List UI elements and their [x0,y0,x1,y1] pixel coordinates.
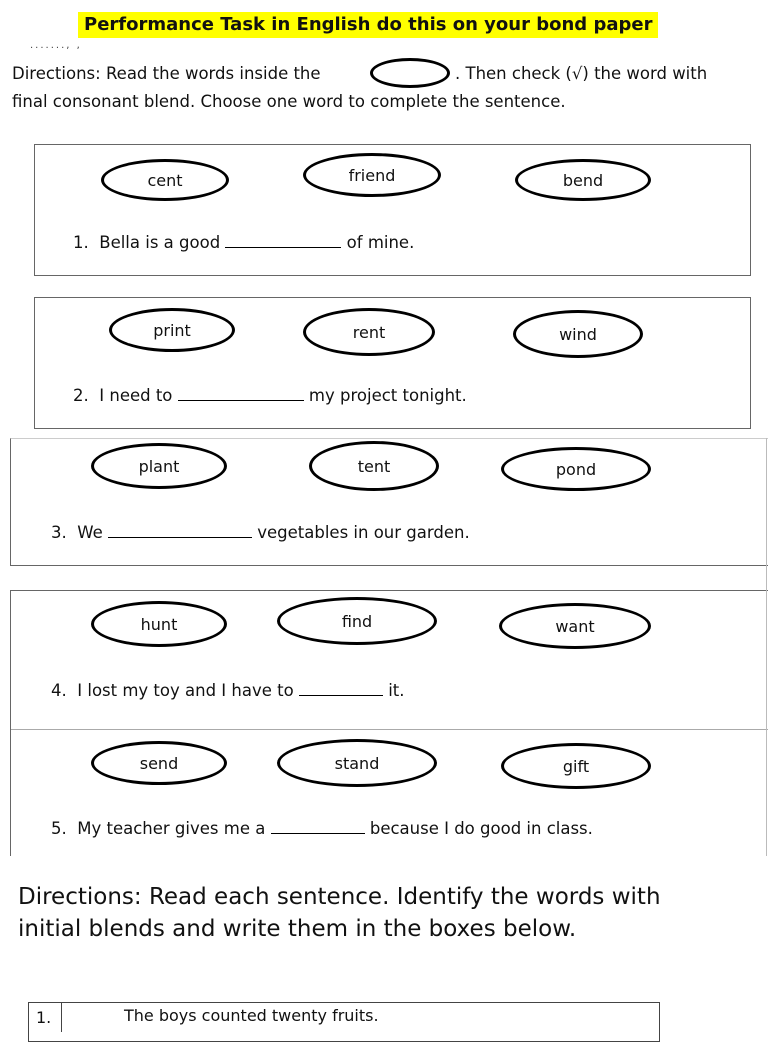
word-oval: gift [501,743,651,789]
table-column-divider [61,1002,62,1032]
answer-blank [225,233,341,248]
word-oval: wind [513,310,643,358]
directions-1-line2: final consonant blend. Choose one word to complete the sentence. [12,92,566,111]
example-oval-icon [370,58,450,88]
page-edge-line [766,438,767,856]
item-box-1 [34,144,751,276]
word-oval: want [499,603,651,649]
item-box-2 [34,297,751,429]
sentence: 2. I need to my project tonight. [73,386,467,405]
directions-2-line2: initial blends and write them in the boxes below. [18,916,577,942]
word-oval: tent [309,441,439,491]
answer-blank [271,819,365,834]
word-oval: hunt [91,601,227,647]
directions-2-line1: Directions: Read each sentence. Identify the words with [18,884,661,910]
directions-1-part1: Directions: Read the words inside the [12,64,321,83]
page-title: Performance Task in English do this on your bond paper [78,12,658,38]
row-divider [11,729,768,730]
table-row-number: 1. [36,1008,52,1027]
word-oval: rent [303,308,435,356]
sentence: 1. Bella is a good of mine. [73,233,415,252]
word-oval: plant [91,443,227,489]
item-box-4-5 [10,590,768,856]
sentence: 3. We vegetables in our garden. [51,523,470,542]
answer-blank [299,681,383,696]
sentence: 4. I lost my toy and I have to it. [51,681,405,700]
word-oval: friend [303,153,441,197]
word-oval: bend [515,159,651,201]
word-oval: cent [101,159,229,201]
word-oval: stand [277,739,437,787]
word-oval: pond [501,447,651,491]
scribble-marks: ......., , [30,40,82,51]
word-oval: send [91,741,227,785]
answer-blank [108,523,252,538]
directions-1-part2: . Then check (√) the word with [455,64,708,83]
item-box-3 [10,438,768,566]
word-oval: find [277,597,437,645]
answer-blank [178,386,304,401]
table-row-sentence: The boys counted twenty fruits. [124,1006,379,1025]
sentence: 5. My teacher gives me a because I do good in class. [51,819,593,838]
word-oval: print [109,308,235,352]
